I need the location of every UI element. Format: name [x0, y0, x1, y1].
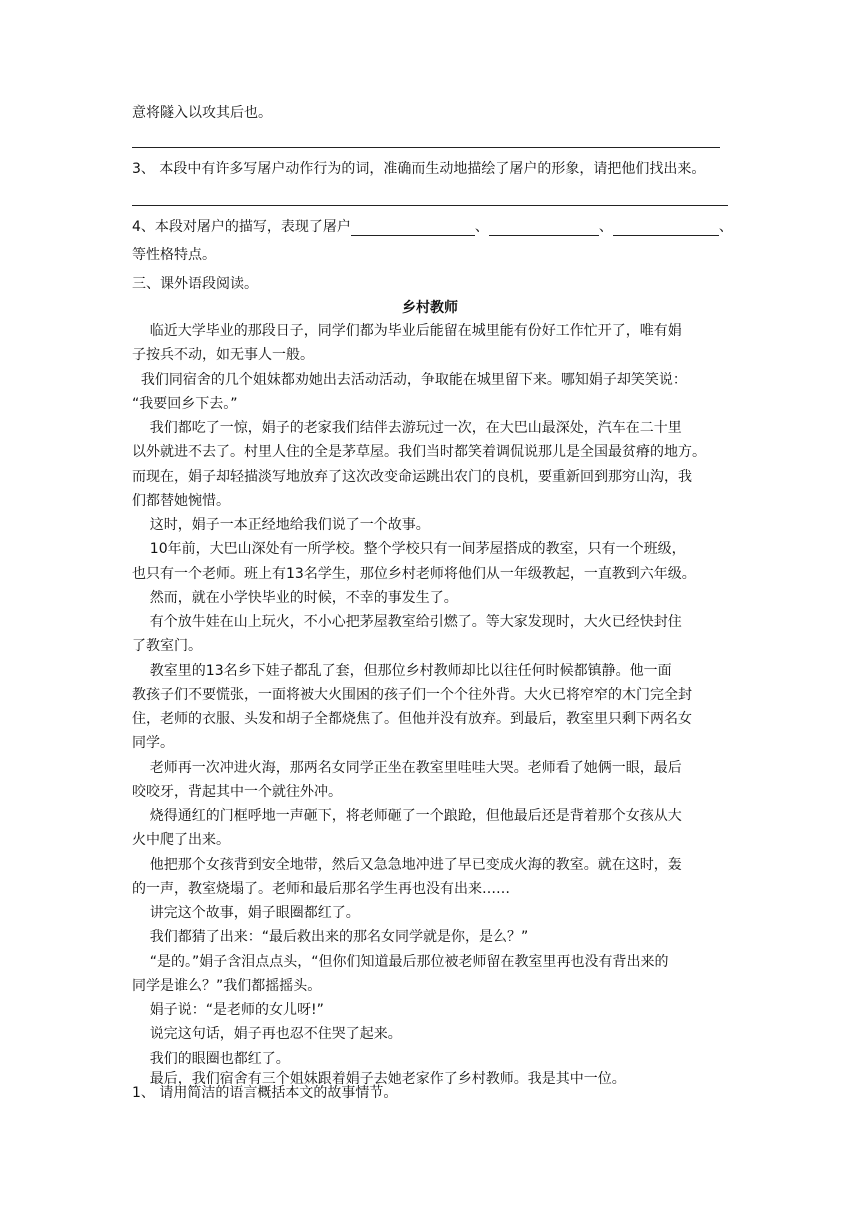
article-line: 我们的眼圈也都红了。 — [132, 1051, 290, 1067]
article-line: 住，老师的衣服、头发和胡子全都烧焦了。但他并没有放弃。到最后，教室里只剩下两名女 — [132, 711, 692, 727]
article-line: 然而，就在小学快毕业的时候，不幸的事发生了。 — [132, 590, 458, 606]
article-line: 老师再一次冲进火海，那两名女同学正坐在教室里哇哇大哭。老师看了她俩一眼，最后 — [132, 760, 682, 776]
q4-sep-1: 、 — [474, 219, 489, 235]
article-line: 子按兵不动，如无事人一般。 — [132, 347, 314, 363]
article-line: 教孩子们不要慌张，一面将被大火围困的孩子们一个个往外背。大火已将窄窄的木门完全封 — [132, 687, 692, 703]
article-line: 我们都猜了出来：“最后救出来的那名女同学就是你，是么？” — [132, 929, 529, 945]
article-title: 乡村教师 — [402, 300, 458, 316]
article-line: 我们同宿舍的几个姐妹都劝她出去活动活动，争取能在城里留下来。哪知娟子却笑笑说： — [132, 372, 687, 388]
article-line: “是的。”娟子含泪点点头，“但你们知道最后那位被老师留在教室里再也没有背出来的 — [132, 954, 669, 970]
article-line: 而现在，娟子却轻描淡写地放弃了这次改变命运跳出农门的良机，要重新回到那穷山沟，我 — [132, 469, 692, 485]
article-line: 最后，我们宿舍有三个姐妹跟着娟子去她老家作了乡村教师。我是其中一位。 — [132, 1071, 626, 1087]
article-line: 讲完这个故事，娟子眼圈都红了。 — [132, 905, 360, 921]
article-line: 烧得通红的门框呼地一声砸下，将老师砸了一个踉跄，但他最后还是背着那个女孩从大 — [132, 808, 682, 824]
question-3: 3、 本段中有许多写屠户动作行为的词，准确而生动地描绘了屠户的形象，请把他们找出来。 — [132, 161, 706, 177]
q4-sep-2: 、 — [598, 219, 613, 235]
article-line: 同学是谁么？”我们都摇摇头。 — [132, 978, 322, 994]
article-line: 了教室门。 — [132, 638, 202, 654]
article-line: 的一声，教室烧塌了。老师和最后那名学生再也没有出来…… — [132, 881, 510, 897]
answer-line-2 — [132, 147, 720, 148]
article-line: 们都替她惋惜。 — [132, 493, 230, 509]
article-line: 10年前，大巴山深处有一所学校。整个学校只有一间茅屋搭成的教室，只有一个班级， — [132, 541, 686, 557]
article-line: 教室里的13名乡下娃子都乱了套，但那位乡村教师却比以往任何时候都镇静。他一面 — [132, 663, 672, 679]
article-line: 有个放牛娃在山上玩火，不小心把茅屋教室给引燃了。等大家发现时，大火已经快封住 — [132, 614, 682, 630]
article-line: 以外就进不去了。村里人住的全是茅草屋。我们当时都笑着调侃说那儿是全国最贫瘠的地方。 — [132, 444, 706, 460]
question-4-suffix: 等性格特点。 — [132, 247, 216, 263]
section-heading: 三、课外语段阅读。 — [132, 276, 258, 292]
article-line: 临近大学毕业的那段日子，同学们都为毕业后能留在城里能有份好工作忙开了，唯有娟 — [132, 323, 682, 339]
article-line: 同学。 — [132, 735, 174, 751]
q4-sep-3: 、 — [718, 219, 733, 235]
article-line: 也只有一个老师。班上有13名学生，那位乡村老师将他们从一年级教起，一直教到六年级。 — [132, 566, 696, 582]
q4-blank-2 — [489, 221, 599, 236]
article-line: “我要回乡下去。” — [132, 396, 238, 412]
question-1: 1、 请用简洁的语言概括本文的故事情节。 — [132, 1085, 398, 1101]
q4-blank-1 — [351, 221, 475, 236]
article-line: 我们都吃了一惊，娟子的老家我们结伴去游玩过一次，在大巴山最深处，汽车在二十里 — [132, 420, 682, 436]
question-4-prefix: 4、本段对屠户的描写，表现了屠户 — [132, 219, 351, 235]
article-line: 说完这句话，娟子再也忍不住哭了起来。 — [132, 1026, 402, 1042]
top-line-1: 意将隧入以攻其后也。 — [132, 105, 272, 121]
article-line: 他把那个女孩背到安全地带，然后又急急地冲进了早已变成火海的教室。就在这时，轰 — [132, 857, 682, 873]
article-line: 这时，娟子一本正经地给我们说了一个故事。 — [132, 517, 430, 533]
answer-line-3 — [132, 205, 728, 206]
article-line: 咬咬牙，背起其中一个就往外冲。 — [132, 784, 342, 800]
article-line: 火中爬了出来。 — [132, 832, 230, 848]
article-line: 娟子说：“是老师的女儿呀!” — [132, 1002, 324, 1018]
q4-blank-3 — [613, 221, 719, 236]
question-4 — [132, 218, 732, 236]
